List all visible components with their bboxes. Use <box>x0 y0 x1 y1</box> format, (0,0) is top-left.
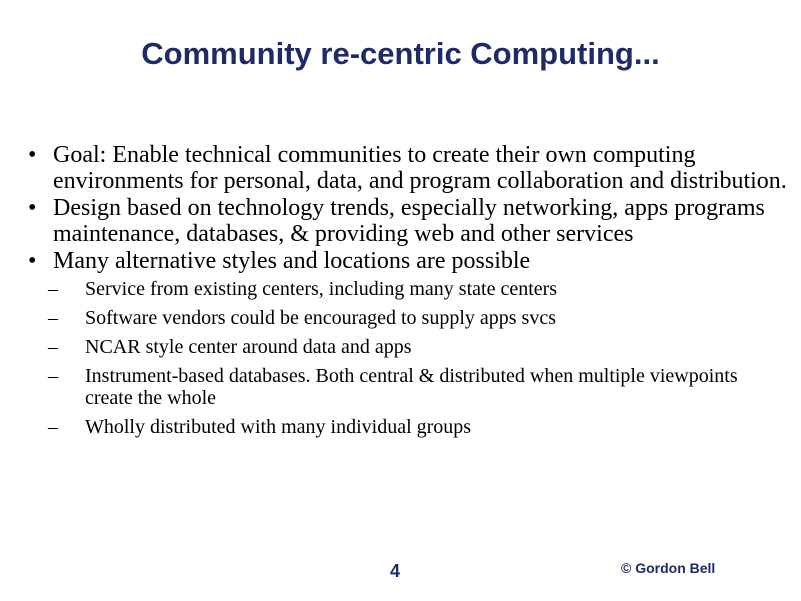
sub-bullet-existing-centers <box>48 278 788 300</box>
dash-marker: – <box>48 336 58 358</box>
sub-bullet-list <box>48 278 788 438</box>
sub-bullet-text: NCAR style center around data and apps <box>85 336 412 358</box>
bullet-design <box>28 195 788 247</box>
bullet-marker: • <box>28 248 37 274</box>
sub-bullet-instrument-databases <box>48 365 788 409</box>
sub-bullet-ncar <box>48 336 788 358</box>
bullet-text: Design based on technology trends, especially networking, apps programs maintenance, databases, & providing web and other services <box>53 195 765 247</box>
sub-bullet-text: Service from existing centers, including many state centers <box>85 278 558 300</box>
page-number: 4 <box>390 561 401 581</box>
bullet-marker: • <box>28 142 37 168</box>
dash-marker: – <box>48 278 58 300</box>
dash-marker: – <box>48 365 58 387</box>
sub-bullet-software-vendors <box>48 307 788 329</box>
sub-bullet-text: Instrument-based databases. Both central & distributed when multiple viewpoints create the whole <box>85 365 738 409</box>
sub-bullet-text: Software vendors could be encouraged to supply apps svcs <box>85 307 556 329</box>
bullet-alternatives <box>28 248 788 274</box>
bullet-text: Many alternative styles and locations are possible <box>53 248 531 274</box>
slide-title: Community re-centric Computing... <box>141 36 660 71</box>
copyright-notice: © Gordon Bell <box>621 560 716 576</box>
sub-bullet-wholly-distributed <box>48 416 788 438</box>
bullet-text: Goal: Enable technical communities to create their own computing environments for personal, data, and program collaboration and distribution. <box>53 142 787 194</box>
sub-bullet-text: Wholly distributed with many individual groups <box>85 416 472 438</box>
dash-marker: – <box>48 416 58 438</box>
dash-marker: – <box>48 307 58 329</box>
bullet-marker: • <box>28 195 37 221</box>
bullet-goal <box>28 142 788 194</box>
slide-body <box>28 142 788 445</box>
